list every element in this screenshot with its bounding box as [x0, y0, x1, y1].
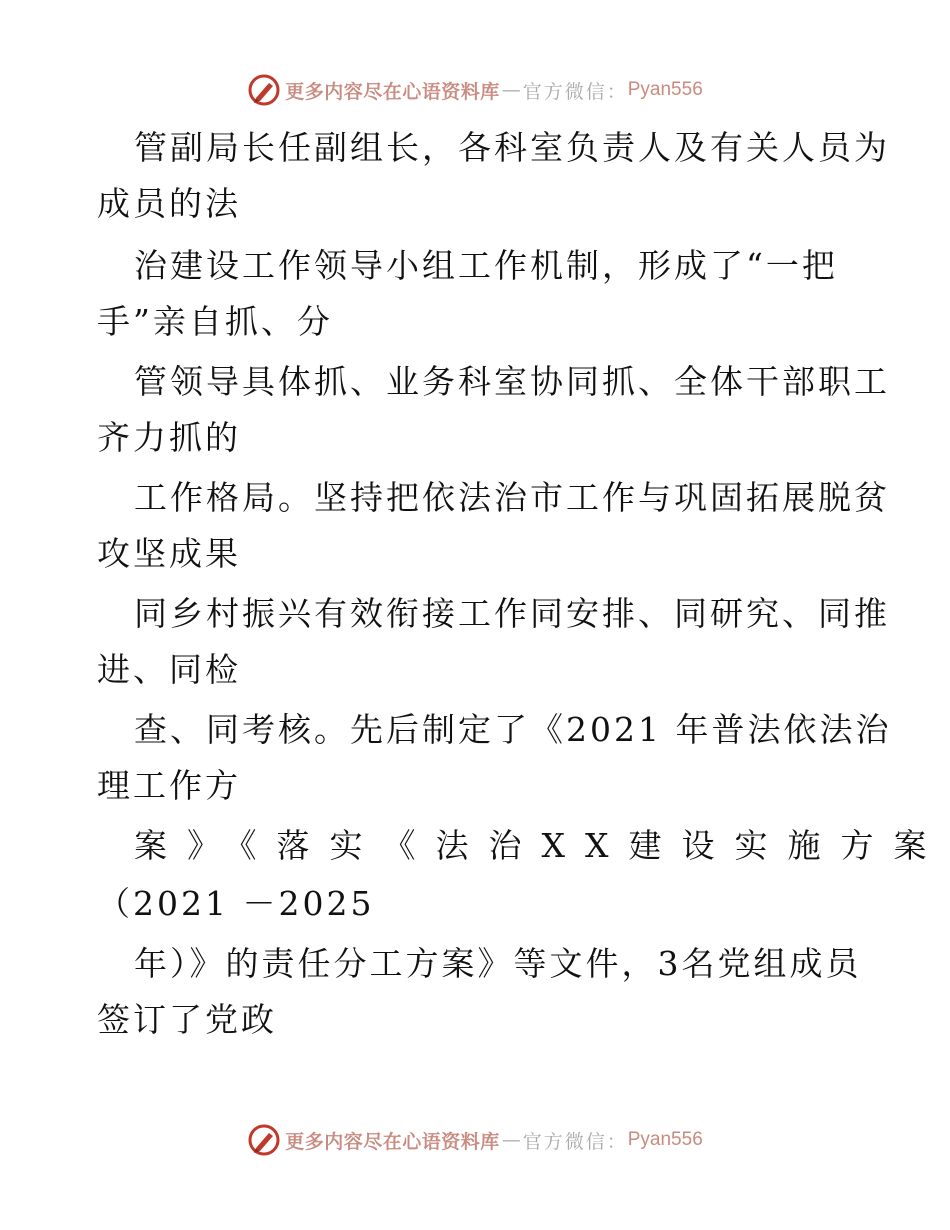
text-line: 治建设工作领导小组工作机制，形成了“一把 — [134, 246, 838, 285]
watermark-wechat-id: Pyan556 — [627, 1129, 703, 1150]
watermark-wechat-label: 官方微信： — [522, 1130, 628, 1153]
footer-watermark — [0, 1120, 950, 1160]
header-watermark — [0, 70, 950, 110]
text-line: 管领导具体抓、业务科室协同抓、全体干部职工 — [134, 362, 890, 401]
text-line: 年）》的责任分工方案》等文件，3名党组成员 — [134, 944, 862, 983]
pen-logo-icon — [247, 73, 281, 107]
text-line: 同乡村振兴有效衔接工作同安排、同研究、同推 — [134, 594, 890, 633]
text-line: 查、同考核。先后制定了《2021 年普法依法治 — [134, 710, 892, 749]
watermark-site-text: 更多内容尽在心语资料库 — [285, 1130, 500, 1153]
watermark-dash: — — [501, 1129, 521, 1151]
text-line: 理工作方 — [97, 766, 241, 805]
text-line: 管副局长任副组长，各科室负责人及有关人员为 — [134, 128, 890, 167]
text-line: 案》《落实《法治XX建设实施方案 — [134, 826, 947, 865]
watermark-wechat-id: Pyan556 — [627, 79, 703, 100]
text-line: 攻坚成果 — [97, 534, 241, 573]
text-line: （2021 －2025 — [97, 884, 375, 923]
text-line: 齐力抓的 — [97, 418, 241, 457]
watermark-wechat-label: 官方微信： — [522, 80, 628, 103]
watermark-site-text: 更多内容尽在心语资料库 — [285, 80, 500, 103]
pen-logo-icon — [247, 1123, 281, 1157]
watermark-dash: — — [501, 79, 521, 101]
text-line: 进、同检 — [97, 650, 241, 689]
text-line: 成员的法 — [97, 184, 241, 223]
text-line: 手”亲自抓、分 — [97, 302, 333, 341]
text-line: 签订了党政 — [97, 1000, 277, 1039]
text-line: 工作格局。坚持把依法治市工作与巩固拓展脱贫 — [134, 478, 890, 517]
